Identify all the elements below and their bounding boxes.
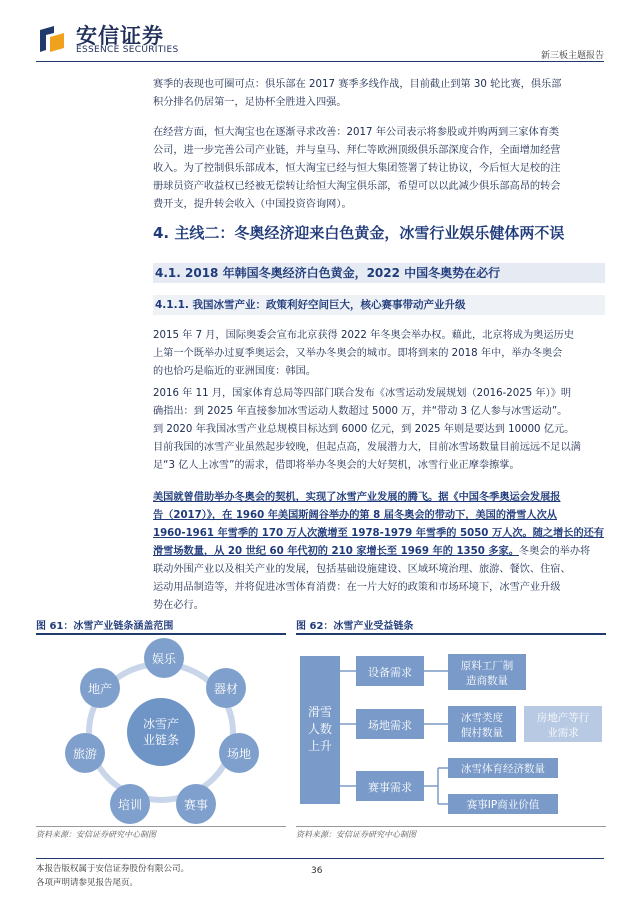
footer-disclaimer: [36, 862, 189, 890]
essence-logo-icon: [36, 24, 68, 56]
result-sports-economy-label: 冰雪体育经济数量: [461, 763, 545, 775]
text-line: 上第一个既举办过夏季奥运会，又举办冬奥会的城市。即将到来的 2018 年中，举办冬奥会: [153, 348, 563, 359]
header-divider: [36, 61, 604, 62]
text-line: 目前我国的冰雪产业虽然起步较晚，但起点高，发展潜力大，目前冰雪场数量目前远远不足以满: [153, 442, 581, 453]
figure-62-title: 图 62：冰雪产业受益链条: [296, 617, 606, 635]
text-line: 册球员资产收益权已经被无偿转让给恒大淘宝俱乐部，希望可以以此减少俱乐部高昂的转会: [153, 181, 561, 192]
text-line: [153, 543, 605, 561]
text-line: 费开支，提升转会收入（中国投资咨询网）。: [153, 199, 352, 210]
figure-61-source: 资料来源：安信证券研究中心制图: [36, 830, 156, 839]
subsection-heading: 4.1. 2018 年韩国冬奥经济白色黄金，2022 中国冬奥势在必行: [153, 263, 605, 283]
paragraph-policy: [153, 385, 605, 475]
text-line: 2016 年 11 月，国家体育总局等四部门联合发布《冰雪运动发展规划（2016-2025 年）》明: [153, 388, 572, 399]
node-equipment-label: 器材: [213, 682, 239, 696]
footer-line: 各项声明请参见报告尾页。: [36, 878, 139, 888]
text-span: 冬奥会的举办将: [518, 546, 591, 557]
text-line: 赛季的表现也可圈可点：俱乐部在 2017 赛季多线作战，目前截止到第 30 轮比赛，俱乐部: [153, 79, 562, 90]
result-manufacturers-label-2: 造商数量: [466, 675, 508, 687]
demand-events-label: 赛事需求: [368, 781, 412, 794]
result-manufacturers-label-1: 原料工厂制: [460, 660, 514, 672]
text-line: 的也恰巧是临近的亚洲国度：韩国。: [153, 366, 316, 377]
text-line: 联动外围产业以及相关产业的发展，包括基础设施建设、区域环境治理、旅游、餐饮、住宿、: [153, 564, 571, 575]
text-line: 告（2017）》，在 1960 年美国斯阔谷举办的第 8 届冬奥会的带动下，美国的滑雪人次从: [153, 510, 557, 521]
paragraph-olympics-bid: [153, 327, 605, 381]
figure-62-source-divider: [296, 826, 606, 827]
demand-venue-label: 场地需求: [368, 719, 412, 732]
text-line: 势在必行。: [153, 600, 204, 611]
result-real-estate-label-1: 房地产等行: [536, 712, 590, 724]
demand-equipment-label: 设备需求: [368, 666, 412, 679]
root-label-3: 上升: [307, 739, 333, 753]
text-span: 滑雪场数量，从 20 世纪 60 年代初的 210 家增长至 1969 年的 1350 多家。: [153, 546, 519, 557]
result-resorts-label-2: 假村数量: [461, 727, 503, 739]
paragraph-operations: [153, 124, 605, 214]
page-number: 36: [311, 866, 323, 876]
figure-61-title: 图 61：冰雪产业链条涵盖范围: [36, 617, 286, 635]
footer-line: 本报告版权属于安信证券股份有限公司。: [36, 864, 190, 874]
figure-61-industry-chain: [36, 636, 286, 824]
result-event-ip-label: 赛事IP商业价值: [466, 799, 540, 811]
paragraph-us-example: [153, 489, 605, 615]
logo-text: 安信证券: [76, 24, 164, 48]
center-label-1: 冰雪产: [142, 717, 180, 731]
report-type-label: 新三板主题报告: [540, 51, 604, 61]
node-real-estate-label: 地产: [87, 682, 113, 696]
result-real-estate-label-2: 业需求: [547, 727, 579, 739]
subsubsection-heading: 4.1.1. 我国冰雪产业：政策利好空间巨大，核心赛事带动产业升级: [153, 295, 605, 315]
center-label-2: 业链条: [142, 733, 180, 747]
root-label-1: 滑雪: [307, 705, 333, 719]
text-line: 积分排名仍居第一，足协杯全胜进入四强。: [153, 97, 347, 108]
text-line: 运动用品制造等，并将促进冰雪体育消费：在一片大好的政策和市场环境下，冰雪产业升级: [153, 582, 561, 593]
logo-subtext: ESSENCE SECURITIES: [76, 45, 179, 55]
page-header: [0, 0, 640, 64]
node-events-label: 赛事: [183, 798, 209, 812]
text-line: 足“3 亿人上冰雪”的需求，借即将举办冬奥会的大好契机，冰雪行业正摩拳擦掌。: [153, 460, 520, 471]
center-node: [127, 698, 195, 766]
section-heading: 4. 主线二：冬奥经济迎来白色黄金，冰雪行业娱乐健体两不误: [153, 224, 565, 242]
figure-62-benefit-chain: [296, 636, 606, 824]
paragraph-club-performance: [153, 76, 605, 112]
text-line: 2015 年 7 月，国际奥委会宣布北京获得 2022 年冬奥会举办权。藉此，北京将成为奥运历史: [153, 330, 574, 341]
root-label-2: 人数: [307, 722, 333, 736]
footer-divider: [36, 858, 604, 859]
node-training-label: 培训: [117, 798, 143, 812]
text-line: 公司，进一步完善公司产业链，并与皇马、拜仁等欧洲顶级俱乐部深度合作，全面增加经营: [153, 145, 561, 156]
text-line: 在经营方面，恒大淘宝也在逐渐寻求改善：2017 年公司表示将参股或并购两到三家体育类: [153, 127, 560, 138]
text-line: 美国就曾借助举办冬奥会的契机，实现了冰雪产业发展的腾飞。据《中国冬季奥运会发展报: [153, 492, 561, 503]
text-line: 收入。为了控制俱乐部成本，恒大淘宝已经与恒大集团签署了转让协议，今后恒大足校的注: [153, 163, 561, 174]
figure-61-source-divider: [36, 826, 286, 827]
figure-62-source: 资料来源：安信证券研究中心制图: [296, 830, 416, 839]
node-venue-label: 场地: [226, 747, 252, 761]
text-line: 1960-1961 年雪季的 170 万人次激增至 1978-1979 年雪季的 5050 万人次。随之增长的还有: [153, 528, 605, 539]
node-entertainment-label: 娱乐: [151, 652, 177, 666]
text-line: 确指出：到 2025 年直接参加冰雪运动人数超过 5000 万，并“带动 3 亿人参与冰雪运动”。: [153, 406, 568, 417]
text-line: 到 2020 年我国冰雪产业总规模目标达到 6000 亿元，到 2025 年则是要达到 10000 亿元。: [153, 424, 575, 435]
result-resorts-label-1: 冰雪类度: [461, 712, 503, 724]
node-tourism-label: 旅游: [72, 747, 98, 761]
